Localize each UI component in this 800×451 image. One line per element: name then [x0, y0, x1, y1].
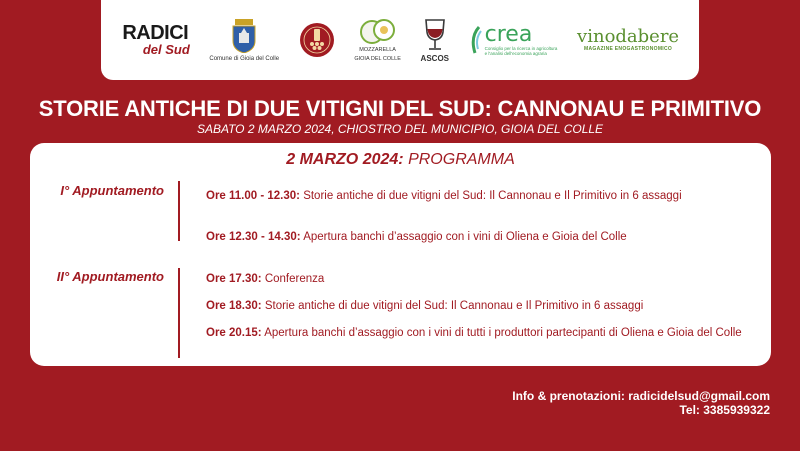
crea-tagline-1: Consiglio per la ricerca in agricoltura — [484, 46, 558, 51]
schedule-time: Ore 12.30 - 14.30: — [206, 231, 301, 243]
vinodabere-tagline: MAGAZINE ENOGASTRONOMICO — [584, 46, 673, 52]
vinodabere-name: vinodabere — [577, 26, 680, 47]
programme-card — [30, 143, 771, 366]
event-subtitle: SABATO 2 MARZO 2024, CHIOSTRO DEL MUNICIPIO, GIOIA DEL COLLE — [196, 122, 604, 136]
mozzarella-gioia-logo — [354, 17, 401, 63]
ascos-logo — [421, 18, 449, 63]
wine-glass-icon — [421, 18, 449, 52]
schedule-item — [206, 299, 756, 314]
crea-tagline-2: e l'analisi dell'economia agraria — [484, 51, 547, 56]
radici-logo-subtext: del Sud — [142, 42, 190, 57]
info-phone: Tel: 3385939322 — [679, 403, 770, 417]
programme-heading — [30, 151, 771, 169]
crea-name: crea — [484, 22, 533, 47]
appointment-label-2: II° Appuntamento — [56, 269, 164, 284]
schedule-text: Apertura banchi d’assaggio con i vini di Oliena e Gioia del Colle — [303, 231, 627, 243]
schedule-text: Apertura banchi d’assaggio con i vini di tutti i produttori partecipanti di Oliena e Gioia del Colle — [264, 327, 742, 339]
schedule-item — [206, 230, 756, 245]
appointment-label-1: I° Appuntamento — [60, 183, 164, 198]
radici-del-sud-logo — [121, 23, 190, 57]
schedule-time: Ore 20.15: — [206, 327, 262, 339]
vinodabere-logo — [577, 28, 679, 52]
wine-association-logo — [299, 22, 335, 58]
schedule-text: Storie antiche di due vitigni del Sud: Il Cannonau e Il Primitivo in 6 assaggi — [264, 300, 644, 312]
schedule-time: Ore 11.00 - 12.30: — [206, 190, 300, 202]
coat-of-arms-icon — [231, 19, 257, 53]
event-title: STORIE ANTICHE DI DUE VITIGNI DEL SUD: CANNONAU E PRIMITIVO — [38, 96, 762, 121]
programme-label: PROGRAMMA — [408, 151, 515, 168]
contact-info — [512, 389, 770, 417]
schedule-item — [206, 189, 756, 204]
mozzarella-caption-1: MOZZARELLA — [359, 47, 396, 53]
mozzarella-caption-2: GIOIA DEL COLLE — [354, 56, 401, 62]
schedule-text: Conferenza — [264, 273, 325, 285]
gioia-del-colle-logo — [209, 19, 279, 62]
schedule-item — [206, 326, 756, 341]
gioia-caption: Comune di Gioia del Colle — [209, 55, 280, 62]
info-email: Info & prenotazioni: radicidelsud@gmail.com — [512, 389, 770, 403]
logo-bar — [101, 0, 699, 80]
mozzarella-icon — [358, 17, 398, 45]
ascos-caption: ASCOS — [420, 53, 449, 63]
crea-logo — [469, 24, 558, 56]
schedule-time: Ore 18.30: — [206, 300, 262, 312]
crea-leaf-icon — [469, 25, 483, 55]
divider-1 — [178, 181, 180, 241]
programme-date: 2 MARZO 2024: — [286, 151, 404, 168]
wine-seal-icon — [299, 22, 335, 58]
schedule-text: Storie antiche di due vitigni del Sud: Il Cannonau e Il Primitivo in 6 assaggi — [303, 190, 682, 202]
schedule-item — [206, 272, 756, 287]
divider-2 — [178, 268, 180, 358]
radici-logo-text: RADICI — [122, 22, 189, 44]
schedule-time: Ore 17.30: — [206, 273, 262, 285]
